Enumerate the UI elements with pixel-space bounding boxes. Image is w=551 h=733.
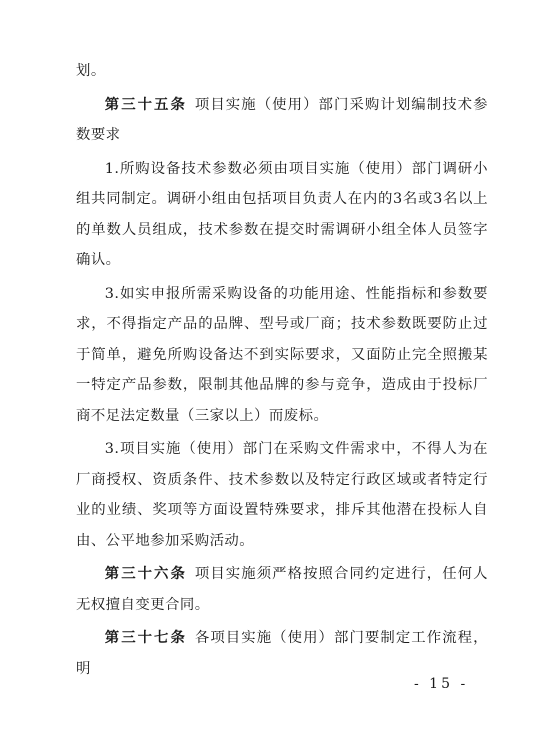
paragraph-continuation: [76, 56, 488, 87]
paragraph-text: 各项目实施（使用）部门要制定工作流程，明: [76, 630, 488, 677]
article-heading: 第三十六条: [104, 565, 187, 582]
article-35-item-3: [76, 434, 488, 556]
paragraph-text: 3.项目实施（使用）部门在采购文件需求中，不得人为在厂商授权、资质条件、技术参数以及特定行政区域或者特定行业的业绩、奖项等方面设置特殊要求，排斥其他潜在投标人自由、公平地参加采购活动。: [76, 441, 488, 549]
document-body: [76, 56, 488, 687]
article-36-paragraph: [76, 559, 488, 620]
article-35-item-2: [76, 279, 488, 432]
page-number: - 15 -: [414, 676, 469, 692]
article-37-paragraph: [76, 623, 488, 684]
article-35-paragraph: [76, 90, 488, 151]
paragraph-text: 划。: [76, 63, 106, 79]
article-heading: 第三十七条: [104, 629, 187, 646]
article-heading: 第三十五条: [104, 95, 187, 113]
paragraph-text: 1.所购设备技术参数必须由项目实施（使用）部门调研小组共同制定。调研小组由包括项目负责人在内的3名或3名以上的单数人员组成，技术参数在提交时需调研小组全体人员签字确认。: [76, 160, 488, 268]
paragraph-text: 项目实施须严格按照合同约定进行，任何人无权擅自变更合同。: [76, 566, 488, 613]
paragraph-text: 项目实施（使用）部门采购计划编制技术参数要求: [76, 96, 488, 143]
paragraph-text: 3.如实申报所需采购设备的功能用途、性能指标和参数要求，不得指定产品的品牌、型号或厂商；技术参数既要防止过于简单，避免所购设备达不到实际要求，又面防止完全照搬某一特定产品参数，限制其他品牌的参与竞争，造成由于投标厂商不足法定数量（三家以上）而废标。: [76, 285, 488, 424]
article-35-item-1: [76, 154, 488, 276]
